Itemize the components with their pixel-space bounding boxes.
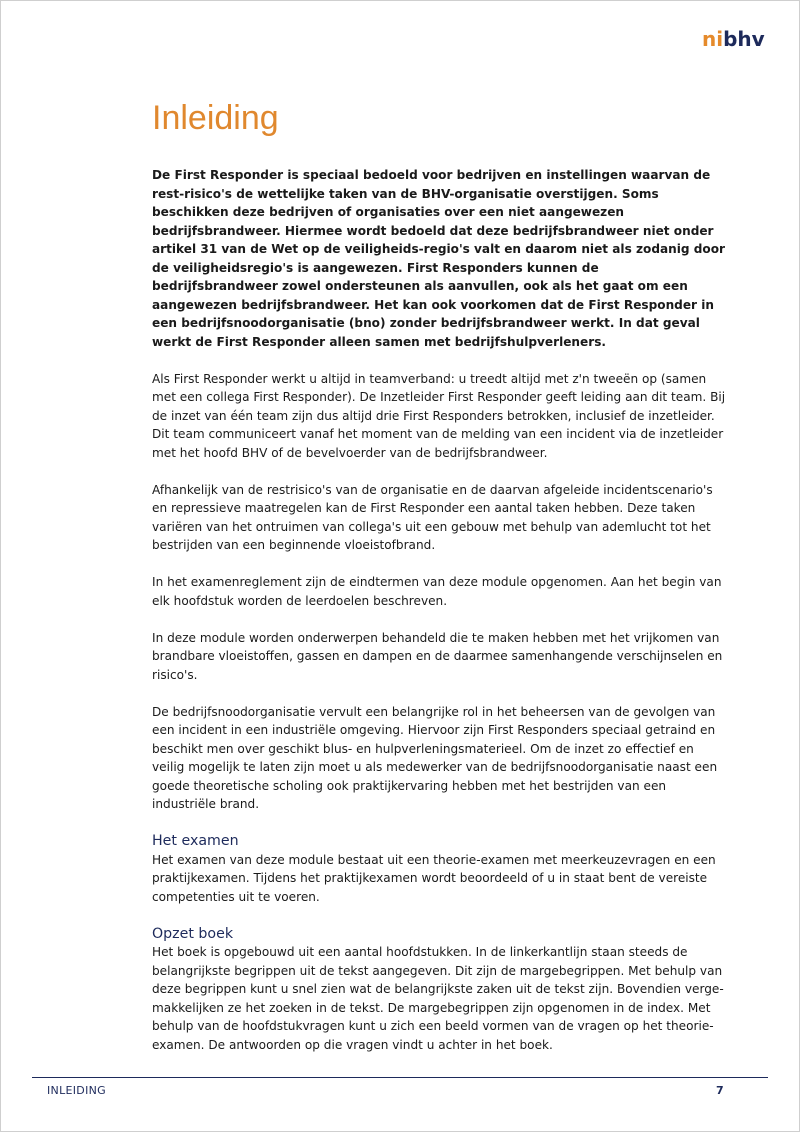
logo-part-orange: ni — [702, 27, 724, 51]
paragraph-onderwerpen: In deze module worden onderwerpen behandeld die te maken hebben met het vrijkomen van brandbare vloeistoffen, gassen en dampen en de daarmee samenhangende verschijnselen en risico's. — [152, 630, 723, 682]
logo-part-blue: bhv — [723, 27, 765, 51]
section-heading-examen: Het examen — [152, 833, 239, 849]
paragraph-taken: Afhankelijk van de restrisico's van de organisatie en de daarvan afgeleide incidentscenario's en repressieve maatregelen kan de First Responder een aantal taken hebben. Deze taken variëren van het ontruimen van collega's uit een gebouw met behulp van ademlucht tot het bestrijden van een beginnende vloeistofbrand. — [152, 482, 713, 552]
paragraph-examenreglement: In het examenreglement zijn de eindtermen van deze module opgenomen. Aan het begin van elk hoofdstuk worden de leerdoelen beschreven. — [152, 575, 722, 608]
section-text-examen: Het examen van deze module bestaat uit een theorie-examen met meerkeuzevragen en een praktijkexamen. Tijdens het praktijkexamen wordt beoordeeld of u in staat bent de vereiste competenties uit te voeren. — [152, 852, 716, 904]
section-heading-opzet-boek: Opzet boek — [152, 925, 234, 942]
nibhv-logo — [702, 27, 765, 51]
page-title: Inleiding — [152, 99, 279, 137]
section-opzet-boek — [152, 925, 728, 1055]
footer-section-label: INLEIDING — [47, 1084, 106, 1097]
paragraph-teamverband: Als First Responder werkt u altijd in teamverband: u treedt altijd met z'n tweeën op (samen met een collega First Responder). De Inzetleider First Responder geeft leiding aan dit team. Bij de inzet van één team zijn dus altijd drie First Responders betrokken, inclusief de inzetleider. Dit team communiceert vanaf het moment van de melding van een incident via de inzetleider met het hoofd BHV of de bevelvoerder van de bedrijfsbrandweer. — [152, 371, 726, 460]
page-number: 7 — [716, 1084, 724, 1097]
footer-rule — [32, 1077, 768, 1078]
section-text-opzet-boek: Het boek is opgebouwd uit een aantal hoofdstukken. In de linkerkantlijn staan steeds de belangrijkste begrippen uit de tekst aangegeven. Dit zijn de margebegrippen. Met behulp van deze begrippen kunt u snel zien wat de belangrijkste zaken uit de tekst zijn. Bovendien verge-makkelijken ze het zoeken in de tekst. De margebegrippen zijn opgenomen in de index. Met behulp van de hoofdstukvragen kunt u zich een beeld vormen van de vragen op het theorie-examen. De antwoorden op die vragen vindt u achter in het boek. — [152, 945, 724, 1052]
body-text — [152, 166, 728, 1073]
section-examen — [152, 832, 728, 906]
lead-paragraph: De First Responder is speciaal bedoeld voor bedrijven en instellingen waarvan de rest-risico's de wettelijke taken van de BHV-organisatie overstijgen. Soms beschikken deze bedrijven of organisaties over een niet aangewezen bedrijfsbrandweer. Hiermee wordt bedoeld dat deze bedrijfsbrandweer niet onder artikel 31 van de Wet op de veiligheids-regio's valt en daarom niet als zodanig door de veiligheidsregio's is aangewezen. First Responders kunnen de bedrijfsbrandweer zowel ondersteunen als aanvullen, ook als het gaat om een aangewezen bedrijfsbrandweer. Het kan ook voorkomen dat de First Responder in een bedrijfsnoodorganisatie (bno) zonder bedrijfsbrandweer werkt. In dat geval werkt de First Responder alleen samen met bedrijfshulpverleners. — [152, 168, 726, 349]
paragraph-bedrijfsnoodorganisatie: De bedrijfsnoodorganisatie vervult een belangrijke rol in het beheersen van de gevolgen van een incident in een industriële omgeving. Hiervoor zijn First Responders speciaal getraind en beschikt men over geschikt blus- en hulpverleningsmaterieel. Om de inzet zo effectief en veilig mogelijk te laten zijn moet u als medewerker van de bedrijfsnoodorganisatie naast een goede theoretische scholing ook praktijkervaring hebben met het bestrijden van een industriële brand. — [152, 704, 718, 811]
